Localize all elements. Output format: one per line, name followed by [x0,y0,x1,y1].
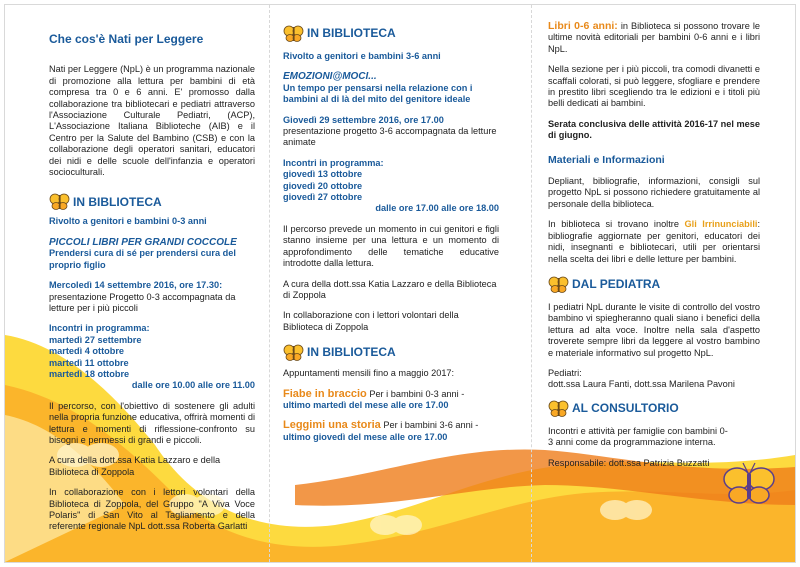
program-date: giovedì 20 ottobre [283,180,363,191]
organizer: A cura della dott.ssa Katia Lazzaro e della Biblioteca di Zoppola [283,278,497,300]
consultorio-text: Incontri e attività per famiglie con bambini 0-3 anni come da programmazione interna. [548,425,728,448]
butterfly-icon [283,344,305,362]
program-date: giovedì 27 ottobre [283,192,363,203]
program-label: Incontri in programma: [283,157,384,168]
section-header-biblioteca-monthly [283,344,499,362]
collaborators: In collaborazione con i lettori volontari della Biblioteca di Zoppola, del Gruppo "A Viva Voce Polaris" di San Vito al Tagliamento e della referente regionale NpL dott.ssa Roberta Garlatti [49,487,255,532]
fiabe-audience: Per i bambini 0-3 anni - [369,388,465,399]
program-date: martedì 18 ottobre [49,368,130,379]
section-title: IN BIBLIOTECA [307,26,396,41]
program-time: dalle ore 17.00 alle ore 18.00 [375,203,499,214]
column-right [548,5,760,478]
event-date: Mercoledì 14 settembre 2016, ore 17.30: [49,280,223,291]
fiabe-schedule: ultimo martedì del mese alle ore 17.00 [283,399,449,410]
pediatri-label: Pediatri: [548,367,582,378]
storia-audience: Per i bambini 3-6 anni - [383,420,479,431]
pediatra-text: I pediatri NpL durante le visite di controllo del vostro bambino vi spiegheranno quali siano i benefici della lettura ad alta voce. Inoltre nella sala d'aspetto troverete sempre libri da leggere al vostro bambino e materiale informativo sul progetto NpL. [548,301,760,358]
course-description: Il percorso, con l'obiettivo di sostenere gli adulti nella propria funzione educativa, offrirà momenti di lettura e momenti di riflessione-confronto su bisogni e permessi di grandi e piccoli. [49,400,255,445]
section-title: IN BIBLIOTECA [307,345,396,360]
event-date-description: presentazione Progetto 0-3 accompagnata da letture per i più piccoli [49,291,236,313]
section-header-consultorio [548,400,760,418]
section-title: DAL PEDIATRA [572,277,661,292]
section-header-pediatra [548,276,760,294]
irrinunciabili-intro: In biblioteca si trovano inoltre [548,219,679,230]
program-date: martedì 4 ottobre [49,346,125,357]
libri-text: in Biblioteca si possono trovare le ultime novità editoriali per bambini 0-6 anni e i libri NpL. [548,21,761,54]
section-title: AL CONSULTORIO [572,401,679,416]
program-dates [49,335,255,381]
target-audience: Rivolto a genitori e bambini 0-3 anni [49,216,207,227]
program-date: martedì 11 ottobre [49,357,129,368]
fiabe-title: Fiabe in braccio [283,387,367,400]
collaborators: In collaborazione con i lettori volontari della Biblioteca di Zoppola [283,310,459,332]
fiabe-in-braccio [283,389,499,400]
section-header-biblioteca-3-6 [283,25,499,43]
leggimi-una-storia [283,420,499,431]
brochure-page [4,4,796,563]
libri-title: Libri 0-6 anni: [548,20,618,32]
fold-line-2 [531,5,532,562]
column-left [49,5,255,542]
materiali-title: Materiali e Informazioni [548,153,665,166]
column-middle [283,5,499,452]
pediatri-names: dott.ssa Laura Fanti, dott.ssa Marilena Pavoni [548,379,735,390]
event-title: EMOZIONI@MOCI... [283,71,377,83]
libri-0-6 [548,21,760,55]
serata-conclusiva: Serata conclusiva delle attività 2016-17 nel mese di giugno. [548,118,760,141]
storia-title: Leggimi una storia [283,419,381,432]
event-title: PICCOLI LIBRI PER GRANDI COCCOLE [49,236,237,248]
section-title: IN BIBLIOTECA [73,194,162,209]
fold-line-1 [269,5,270,562]
event-subtitle: Prendersi cura di sé per prendersi cura del proprio figlio [49,248,236,270]
program-date: martedì 27 settembre [49,334,142,345]
program-dates [283,169,499,203]
butterfly-icon [283,25,305,43]
butterfly-icon [49,193,71,211]
program-label: Incontri in programma: [49,323,150,334]
npl-title: Che cos'è Nati per Leggere [49,32,204,46]
irrinunciabili-title: Gli Irrinunciabili [684,219,758,230]
section-header-biblioteca-0-3 [49,193,255,211]
event-date: Giovedì 29 settembre 2016, ore 17.00 [283,114,444,125]
sezione-piccoli: Nella sezione per i più piccoli, tra comodi divanetti e scaffali colorati, si può leggere, sfogliare e prendere in prestito libri scegliendo tra le edizioni e i titoli più belli dedicati ai bambini. [548,64,760,109]
storia-schedule: ultimo giovedì del mese alle ore 17.00 [283,431,448,442]
butterfly-icon [548,276,570,294]
course-description: Il percorso prevede un momento in cui genitori e figli stanno insieme per una lettura e un momento di approfondimento delle tematiche educative introdotte dalla lettura. [283,223,499,269]
consultorio-responsabile: Responsabile: dott.ssa Patrizia Buzzatti [548,457,710,468]
event-subtitle: Un tempo per pensarsi nella relazione con i bambini al di là del mito del genitore ideale [283,82,473,105]
irrinunciabili [548,219,760,265]
event-date-description: presentazione progetto 3-6 accompagnata da letture animate [283,126,497,148]
organizer: A cura della dott.ssa Katia Lazzaro e della Biblioteca di Zoppola [49,455,221,477]
butterfly-icon [548,400,570,418]
npl-intro: Nati per Leggere (NpL) è un programma nazionale di promozione alla lettura per bambini di età compresa tra 0 e 6 anni. E' promosso dalla collaborazione tra bibliotecari e pediatri attraverso l'Associazione Culturale Pediatri, (ACP), L'Associazione Italiana Biblioteche (AIB) e il Centro per la Salute del Bambino (CSB) e con la collaborazione degli operatori sanitari, educatori dei nidi e delle scuole dell'infanzia e operatori socioculturali. [49,64,255,178]
irrinunciabili-text: : bibliografie aggiornate per genitori, educatori dei nidi, insegnanti e bibliotecari, utili per orientarsi nella scelta dei libri e delle letture per bambini. [548,219,760,264]
target-audience: Rivolto a genitori e bambini 3-6 anni [283,51,441,61]
materiali-text: Depliant, bibliografie, informazioni, consigli sul progetto NpL si possono richiedere gratuitamente al personale della biblioteca. [548,176,760,209]
monthly-appointments: Appuntamenti mensili fino a maggio 2017: [283,368,455,379]
program-time: dalle ore 10.00 alle ore 11.00 [131,380,255,391]
program-date: giovedì 13 ottobre [283,169,363,180]
